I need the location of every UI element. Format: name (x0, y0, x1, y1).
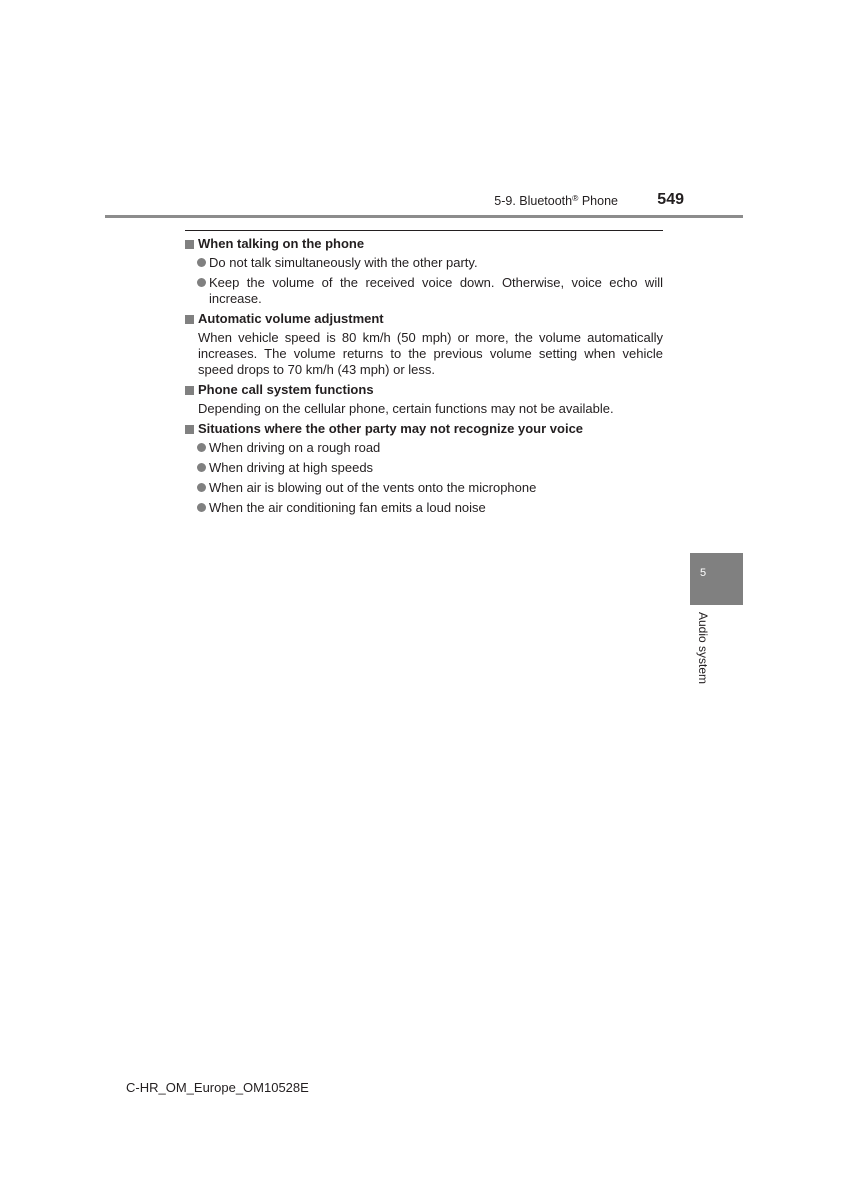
chapter-tab (690, 553, 743, 605)
list-item: When driving at high speeds (197, 460, 663, 476)
round-bullet-icon (197, 258, 206, 267)
square-bullet-icon (185, 240, 194, 249)
list-item: When air is blowing out of the vents onto the microphone (197, 480, 663, 496)
section-phone-call-functions (185, 382, 663, 417)
running-header (478, 194, 618, 208)
round-bullet-icon (197, 463, 206, 472)
list-item: When driving on a rough road (197, 440, 663, 456)
header-section: 5-9. Bluetooth (494, 194, 573, 208)
list-item: Keep the volume of the received voice down. Otherwise, voice echo will increase. (197, 275, 663, 307)
list-item: Do not talk simultaneously with the other party. (197, 255, 663, 271)
round-bullet-icon (197, 503, 206, 512)
section-heading: Phone call system functions (198, 382, 374, 397)
section-heading: When talking on the phone (198, 236, 365, 251)
header-rule (105, 215, 743, 218)
section-talking-on-phone (185, 236, 663, 307)
square-bullet-icon (185, 315, 194, 324)
page-number: 549 (657, 191, 684, 208)
header-section-suffix: Phone (581, 194, 618, 208)
round-bullet-icon (197, 278, 206, 287)
list-item: When the air conditioning fan emits a loud noise (197, 500, 663, 516)
section-automatic-volume (185, 311, 663, 378)
main-content (185, 236, 663, 520)
section-voice-recognition-situations (185, 421, 663, 516)
section-heading: Automatic volume adjustment (198, 311, 384, 326)
content-top-rule (185, 230, 663, 231)
section-paragraph: When vehicle speed is 80 km/h (50 mph) or more, the volume automatically increases. The volume returns to the previous volume setting when vehicle speed drops to 70 km/h (43 mph) or less. (198, 330, 663, 377)
footer-document-code: C-HR_OM_Europe_OM10528E (126, 1080, 309, 1095)
square-bullet-icon (185, 386, 194, 395)
chapter-number: 5 (699, 567, 707, 579)
registered-mark: ® (572, 193, 579, 203)
round-bullet-icon (197, 483, 206, 492)
square-bullet-icon (185, 425, 194, 434)
chapter-label: Audio system (696, 612, 710, 685)
round-bullet-icon (197, 443, 206, 452)
section-heading: Situations where the other party may not recognize your voice (198, 421, 584, 436)
section-paragraph: Depending on the cellular phone, certain functions may not be available. (198, 401, 614, 416)
